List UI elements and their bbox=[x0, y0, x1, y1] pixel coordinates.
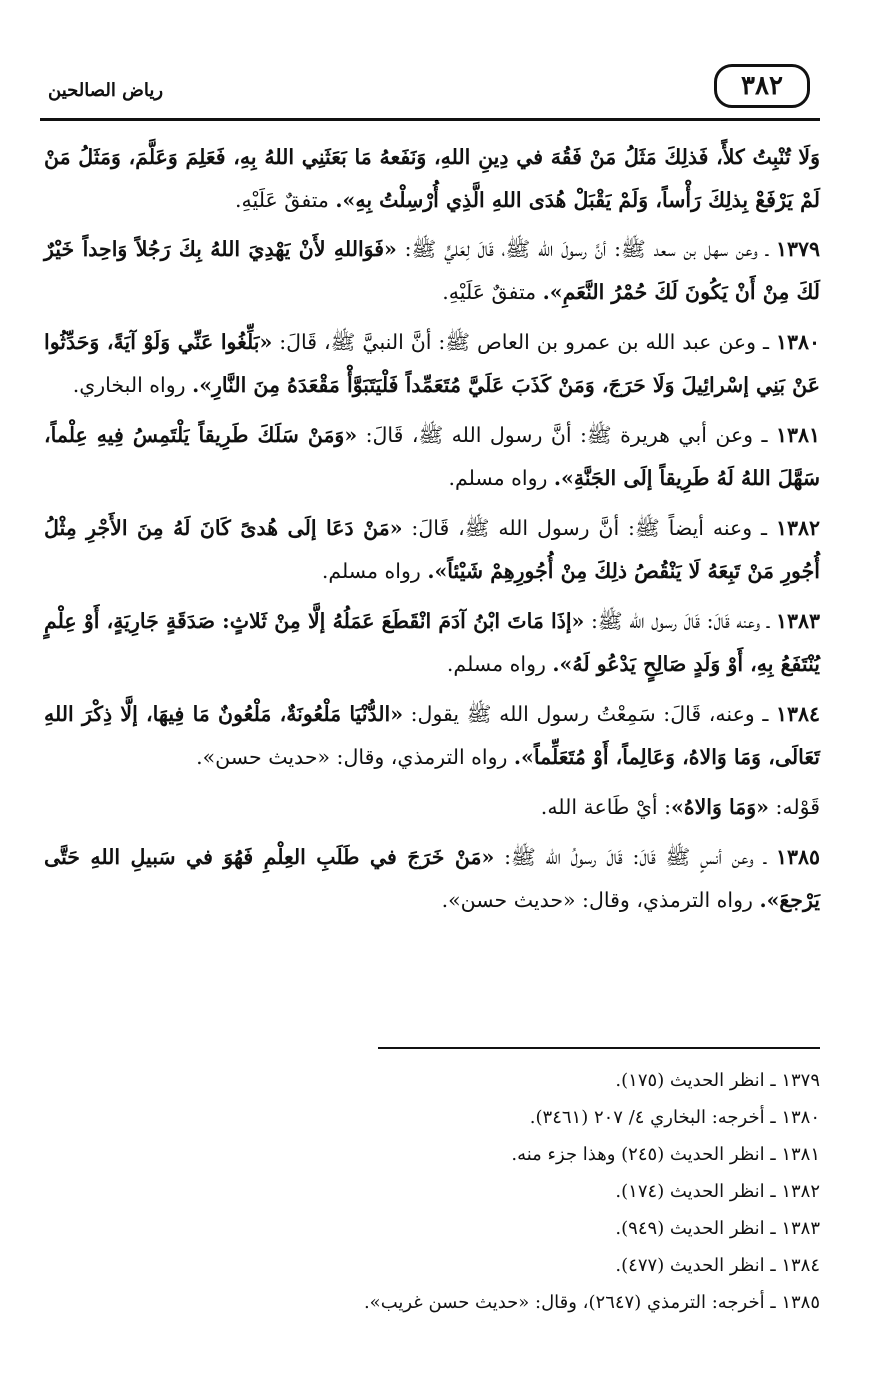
book-title: رياض الصالحين bbox=[48, 80, 164, 101]
hadith-narration: ـ وعنه أيضاً ﷺ: أنَّ رسول الله ﷺ، قَالَ: bbox=[402, 516, 776, 540]
footnotes bbox=[44, 1062, 820, 1321]
hadith-narration: ـ وعن عبد الله بن عمرو بن العاص ﷺ: أنَّ النبيَّ ﷺ، قَالَ: bbox=[272, 330, 776, 354]
hadith-paragraph bbox=[44, 693, 820, 779]
hadith-source: رواه الترمذي، وقال: «حديث حسن». bbox=[441, 888, 760, 912]
hadith-number: ١٣٨٠ bbox=[775, 330, 820, 354]
hadith-body bbox=[44, 136, 820, 929]
hadith-source: متفقٌ عَلَيْهِ. bbox=[442, 280, 543, 304]
footnote: ١٣٨٣ ـ انظر الحديث (٩٤٩). bbox=[615, 1218, 820, 1239]
hadith-narration: ـ وعن أبي هريرة ﷺ: أنَّ رسول الله ﷺ، قَالَ: bbox=[357, 423, 776, 447]
footnote: ١٣٧٩ ـ انظر الحديث (١٧٥). bbox=[615, 1070, 820, 1091]
hadith-narration: ـ وعنه قَالَ: قَالَ رسول الله ﷺ: bbox=[584, 609, 776, 633]
footnote: ١٣٨٥ ـ أخرجه: الترمذي (٢٦٤٧)، وقال: «حديث حسن غريب». bbox=[363, 1292, 820, 1313]
hadith-number: ١٣٨٣ bbox=[775, 609, 820, 633]
hadith-source: متفقٌ عَلَيْهِ. bbox=[235, 188, 336, 212]
hadith-source: رواه مسلم. bbox=[446, 652, 553, 676]
hadith-quote: «بَلِّغُوا عَنِّي وَلَوْ آيَةً، وَحَدِّثُوا عَنْ بَنِي إسْرائِيلَ وَلَا حَرَجَ، وَمَنْ كَذَبَ عَلَيَّ مُتَعَمِّداً فَلْيَتَبَوَّأْ مَقْعَدَهُ مِنَ النَّارِ». bbox=[44, 330, 820, 397]
explanation-quote: «وَمَا وَالاهُ» bbox=[671, 795, 769, 819]
page-header bbox=[40, 58, 820, 120]
hadith-source: رواه مسلم. bbox=[321, 559, 428, 583]
hadith-paragraph bbox=[44, 321, 820, 407]
explanation-text: : أيْ طَاعة الله. bbox=[540, 795, 672, 819]
hadith-narration: ـ وعن سهل بن سعد ﷺ: أنَّ رسولَ الله ﷺ، قَالَ لِعَليٍّ ﷺ: bbox=[396, 237, 776, 261]
hadith-source: رواه البخاري. bbox=[72, 373, 193, 397]
hadith-number: ١٣٧٩ bbox=[775, 237, 820, 261]
hadith-quote: وَلَا تُنْبِتُ كلأً، فَذلِكَ مَثَلُ مَنْ فَقُهَ في دِينِ اللهِ، وَنَفَعهُ مَا بَعَثَنِي اللهُ بِهِ، فَعَلِمَ وَعَلَّمَ، وَمَثَلُ مَنْ لَمْ يَرْفَعْ بِذلِكَ رَأْساً، وَلَمْ يَقْبَلْ هُدَى اللهِ الَّذِي أُرْسِلْتُ بِهِ». bbox=[44, 145, 820, 212]
explanation-intro: قَوْله: bbox=[768, 795, 820, 819]
header-divider bbox=[40, 118, 820, 121]
hadith-number: ١٣٨٥ bbox=[775, 845, 820, 869]
hadith-narration: ـ وعن أنسٍ ﷺ قَالَ: قَالَ رسولُ الله ﷺ: bbox=[494, 845, 776, 869]
hadith-paragraph bbox=[44, 836, 820, 922]
hadith-paragraph bbox=[44, 136, 820, 222]
footnote: ١٣٨٤ ـ انظر الحديث (٤٧٧). bbox=[615, 1255, 820, 1276]
hadith-paragraph bbox=[44, 414, 820, 500]
hadith-quote: «فَوَاللهِ لأَنْ يَهْدِيَ اللهُ بِكَ رَجُلاً وَاحِداً خَيْرٌ لَكَ مِنْ أَنْ يَكُونَ لَكَ حُمْرُ النَّعَمِ». bbox=[44, 237, 820, 304]
hadith-paragraph bbox=[44, 228, 820, 314]
hadith-narration: ـ وعنه، قَالَ: سَمِعْتُ رسول الله ﷺ يقول: bbox=[403, 702, 776, 726]
explanation-paragraph bbox=[44, 786, 820, 829]
hadith-number: ١٣٨٢ bbox=[775, 516, 820, 540]
page-number: ٣٨٢ bbox=[714, 64, 810, 108]
hadith-source: رواه مسلم. bbox=[448, 466, 554, 490]
footnote: ١٣٨٢ ـ انظر الحديث (١٧٤). bbox=[615, 1181, 820, 1202]
hadith-source: رواه الترمذي، وقال: «حديث حسن». bbox=[196, 745, 514, 769]
hadith-quote: «مَنْ خَرَجَ في طَلَبِ العِلْمِ فَهُوَ في سَبيلِ اللهِ حَتَّى يَرْجعَ». bbox=[44, 845, 820, 912]
hadith-paragraph bbox=[44, 600, 820, 686]
hadith-number: ١٣٨١ bbox=[775, 423, 821, 447]
hadith-quote: «إذَا مَاتَ ابْنُ آدَمَ انْقَطَعَ عَمَلُهُ إلَّا مِنْ ثَلاثٍ: صَدَقَةٍ جَارِيَةٍ، أَوْ عِلْمٍ يُنْتَفَعُ بِهِ، أَوْ وَلَدٍ صَالِحٍ يَدْعُو لَهُ». bbox=[44, 609, 820, 676]
hadith-quote: «وَمَنْ سَلَكَ طَرِيقاً يَلْتَمِسُ فِيهِ عِلْماً، سَهَّلَ اللهُ لَهُ طَرِيقاً إلَى الجَنَّةِ». bbox=[44, 423, 820, 490]
hadith-number: ١٣٨٤ bbox=[775, 702, 820, 726]
hadith-quote: «الدُّنْيَا مَلْعُونَةٌ، مَلْعُونٌ مَا فِيهَا، إلَّا ذِكْرَ اللهِ تَعَالَى، وَمَا وَالاهُ، وَعَالِماً، أَوْ مُتَعَلِّماً». bbox=[44, 702, 820, 769]
footnote: ١٣٨٠ ـ أخرجه: البخاري ٤/ ٢٠٧ (٣٤٦١). bbox=[529, 1107, 820, 1128]
hadith-quote: «مَنْ دَعَا إلَى هُدىً كَانَ لَهُ مِنَ الأَجْرِ مِثْلُ أُجُورِ مَنْ تَبِعَهُ لَا يَنْقُصُ ذلِكَ مِنْ أُجُورِهِمْ شَيْئاً». bbox=[44, 516, 820, 583]
footnote: ١٣٨١ ـ انظر الحديث (٢٤٥) وهذا جزء منه. bbox=[511, 1144, 820, 1165]
hadith-paragraph bbox=[44, 507, 820, 593]
footnote-divider bbox=[378, 1047, 820, 1049]
